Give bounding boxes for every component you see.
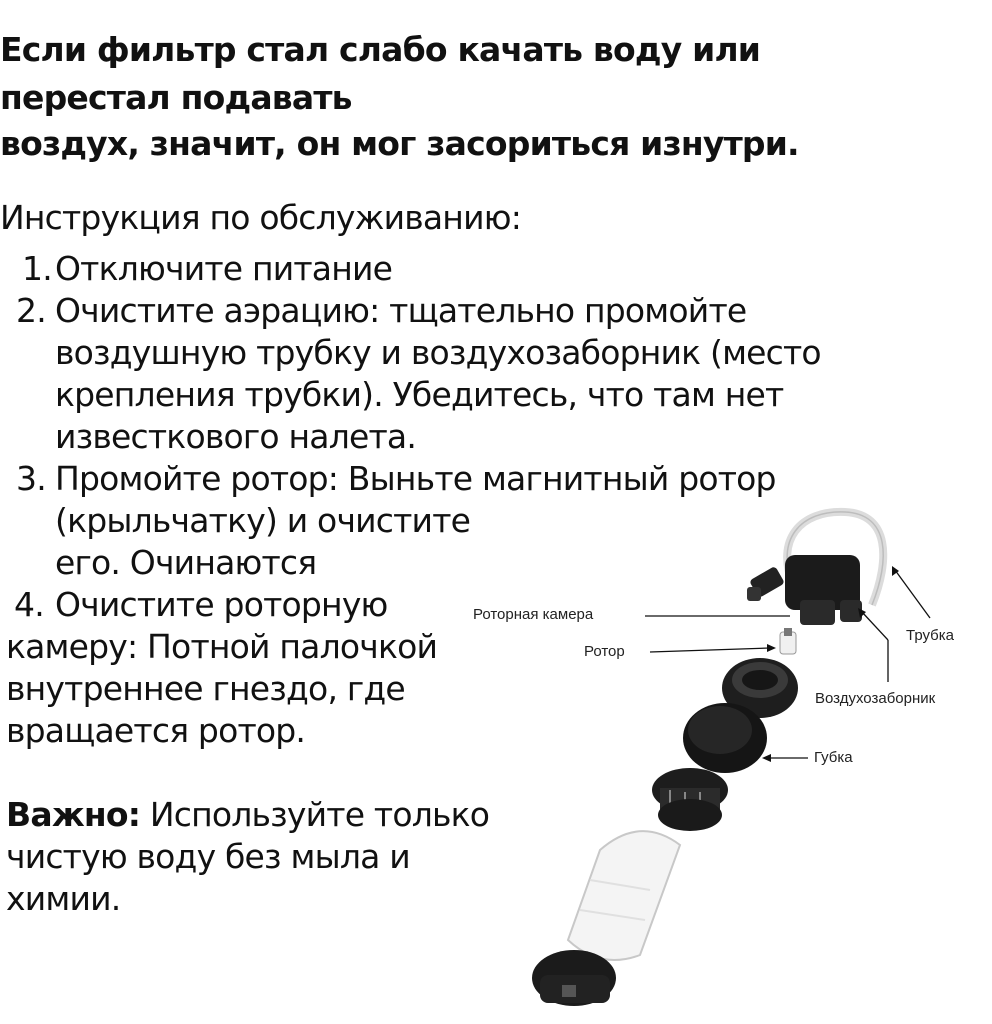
important-line-3: химии. (6, 879, 121, 918)
filter-cage (652, 768, 728, 831)
step-4-line-4: вращается ротор. (6, 711, 306, 750)
step-4-number: 4. (14, 585, 44, 624)
step-3-line-1: Промойте ротор: Выньте магнитный ротор (55, 459, 776, 498)
rotor (780, 628, 796, 654)
header-line-3: воздух, значит, он мог засориться изнутри. (0, 124, 799, 163)
important-line-1 (6, 794, 489, 836)
step-2-line-4: известкового налета. (55, 417, 417, 456)
step-3-line-3: его. Очинаются (55, 543, 317, 582)
step-1-line-1: Отключите питание (55, 249, 393, 288)
clear-container (568, 831, 680, 960)
important-label: Важно: (6, 795, 141, 834)
important-text-1: Используйте только (149, 795, 490, 834)
step-4-line-3: внутреннее гнездо, где (6, 669, 405, 708)
header-line-2: перестал подавать (0, 78, 352, 117)
important-line-2: чистую воду без мыла и (6, 837, 410, 876)
pump-head (747, 555, 862, 625)
step-2-line-2: воздушную трубку и воздухозаборник (место (55, 333, 821, 372)
step-2-number: 2. (16, 291, 46, 330)
label-sponge: Губка (814, 749, 853, 766)
step-2-line-3: крепления трубки). Убедитесь, что там нет (55, 375, 784, 414)
filter-base (532, 950, 616, 1006)
step-4-line-2: камеру: Потной палочкой (6, 627, 438, 666)
step-3-number: 3. (16, 459, 46, 498)
filter-diagram (520, 500, 990, 1015)
header-line-1: Если фильтр стал слабо качать воду или (0, 30, 761, 69)
step-2-line-1: Очистите аэрацию: тщательно промойте (55, 291, 747, 330)
label-air-intake: Воздухозаборник (815, 690, 936, 707)
label-tube: Трубка (906, 627, 954, 644)
label-rotor: Ротор (584, 643, 625, 660)
sponge (683, 703, 767, 773)
step-4-line-1: Очистите роторную (55, 585, 388, 624)
instructions-title: Инструкция по обслуживанию: (0, 198, 522, 237)
label-rotor-chamber: Роторная камера (473, 606, 594, 623)
step-3-line-2: (крыльчатку) и очистите (55, 501, 471, 540)
step-1-number: 1. (22, 249, 52, 288)
